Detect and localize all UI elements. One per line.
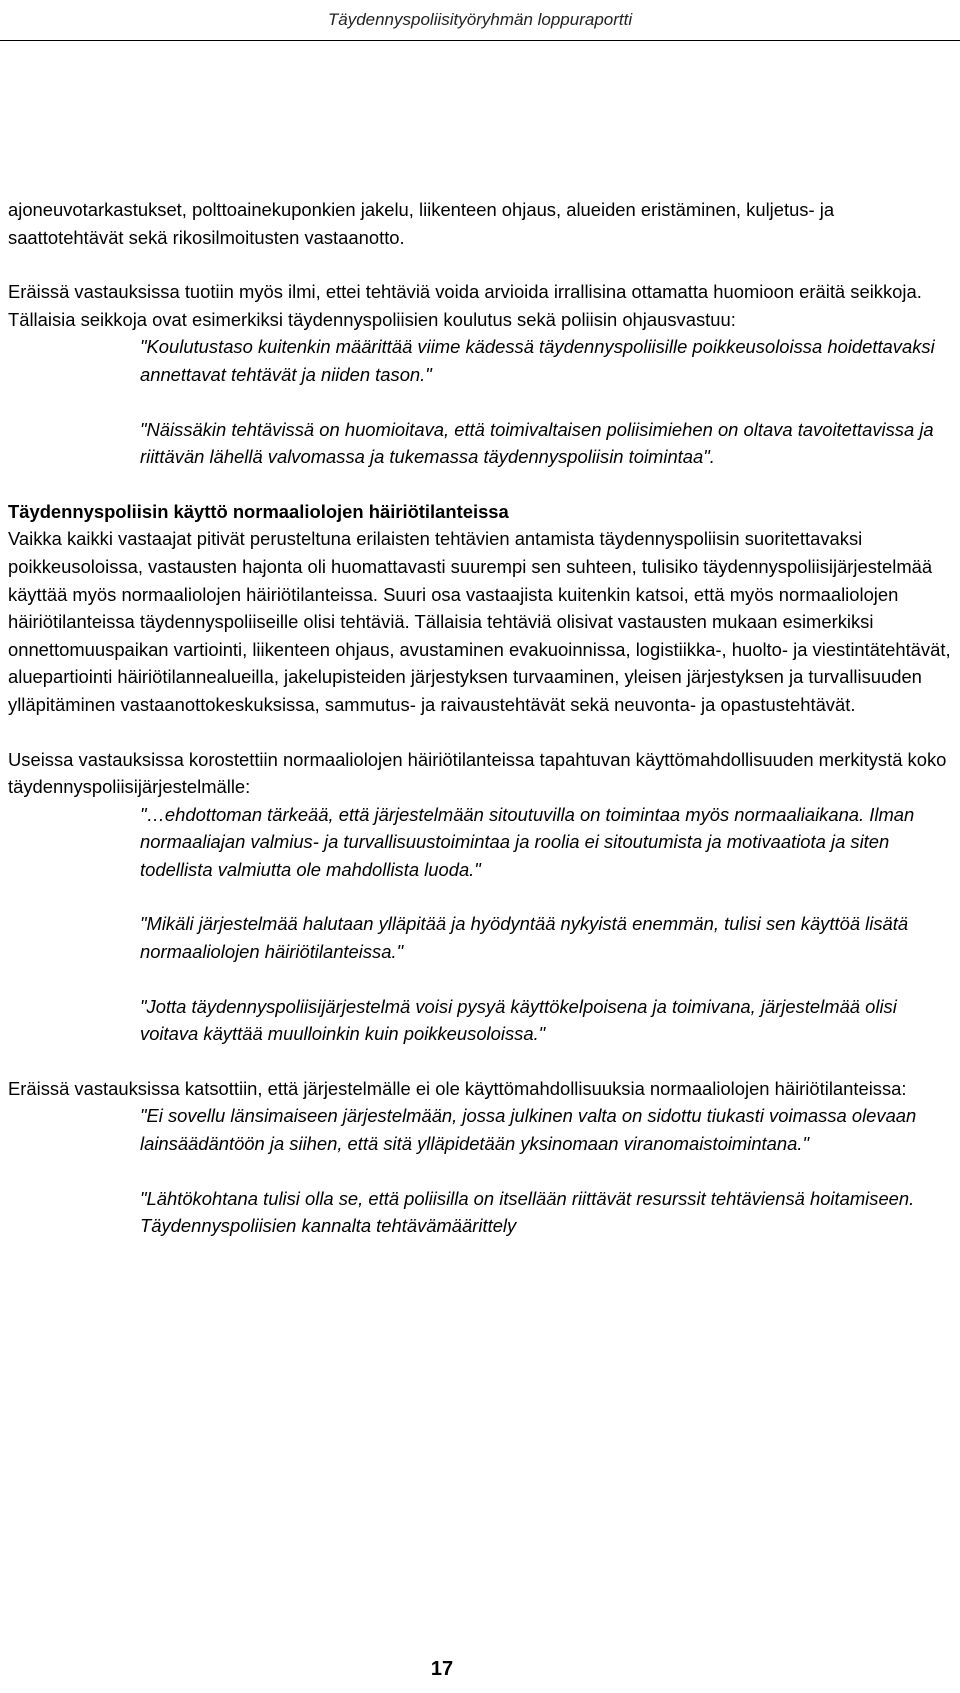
paragraph-5: Eräissä vastauksissa katsottiin, että järjestelmälle ei ole käyttömahdollisuuksia normaaliolojen häiriötilanteissa:	[8, 1077, 907, 1099]
page-number: 17	[430, 1658, 454, 1680]
quote-2: "Näissäkin tehtävissä on huomioitava, että toimivaltaisen poliisimiehen on oltava tavoitettavissa ja riittävän lähellä valvomassa ja tukemassa täydennyspoliisin toimintaa".	[140, 418, 934, 468]
running-header: Täydennyspoliisityöryhmän loppuraportti	[327, 10, 633, 29]
quote-5: "Jotta täydennyspoliisijärjestelmä voisi pysyä käyttökelpoisena ja toimivana, järjestelmää olisi voitava käyttää muulloinkin kuin poikkeusoloissa."	[140, 995, 897, 1045]
paragraph-3: Vaikka kaikki vastaajat pitivät perusteltuna erilaisten tehtävien antamista täydennyspoliisin suoritettavaksi poikkeusoloissa, vastausten hajonta oli huomattavasti suurempi sen suhteen, tulisiko täydennyspoliisijärjestelmää käyttää myös normaaliolojen häiriötilanteissa. Suuri osa vastaajista kuitenkin katsoi, että myös normaaliolojen häiriötilanteissa täydennyspoliiseille olisi tehtäviä. Tällaisia tehtäviä olisivat vastausten mukaan esimerkiksi onnettomuuspaikan vartiointi, liikenteen ohjaus, avustaminen evakuoinnissa, logistiikka-, huolto- ja viestintätehtävät, aluepartiointi häiriötilannealueilla, jakelupisteiden järjestyksen turvaaminen, yleisen järjestyksen ja turvallisuuden ylläpitäminen vastaanottokeskuksissa, sammutus- ja raivaustehtävät sekä neuvonta- ja opastustehtävät.	[8, 528, 951, 715]
quote-1: "Koulutustaso kuitenkin määrittää viime kädessä täydennyspoliisille poikkeusoloissa hoidettavaksi annettavat tehtävät ja niiden tason."	[140, 336, 935, 385]
quote-4: "Mikäli järjestelmää halutaan ylläpitää ja hyödyntää nykyistä enemmän, tulisi sen käyttöä lisätä normaaliolojen häiriötilanteissa."	[140, 913, 909, 963]
page-body	[8, 196, 952, 1240]
quote-6: "Ei sovellu länsimaiseen järjestelmään, jossa julkinen valta on sidottu tiukasti voimassa olevaan lainsäädäntöön ja siihen, että sitä ylläpidetään yksinomaan viranomaistoimintana."	[140, 1105, 917, 1155]
quote-7: "Lähtökohtana tulisi olla se, että poliisilla on itsellään riittävät resurssit tehtäviensä hoitamiseen. Täydennyspoliisien kannalta tehtävämäärittely	[140, 1187, 915, 1237]
paragraph-4: Useissa vastauksissa korostettiin normaaliolojen häiriötilanteissa tapahtuvan käyttömahdollisuuden merkitystä koko täydennyspoliisijärjestelmälle:	[8, 748, 947, 798]
paragraph-1: ajoneuvotarkastukset, polttoainekuponkien jakelu, liikenteen ohjaus, alueiden eristäminen, kuljetus- ja saattotehtävät sekä rikosilmoitusten vastaanotto.	[8, 199, 835, 248]
section-heading: Täydennyspoliisin käyttö normaaliolojen häiriötilanteissa	[8, 500, 509, 522]
paragraph-2: Eräissä vastauksissa tuotiin myös ilmi, ettei tehtäviä voida arvioida irrallisina ottamatta huomioon eräitä seikkoja. Tällaisia seikkoja ovat esimerkiksi täydennyspoliisien koulutus sekä poliisin ohjausvastuu:	[8, 281, 922, 330]
header-divider	[0, 40, 960, 41]
quote-3: "…ehdottoman tärkeää, että järjestelmään sitoutuvilla on toimintaa myös normaaliaikana. Ilman normaaliajan valmius- ja turvallisuustoimintaa ja roolia ei sitoutumista ja motivaatiota ja siten todellista valmiutta ole mahdollista luoda."	[140, 803, 915, 880]
